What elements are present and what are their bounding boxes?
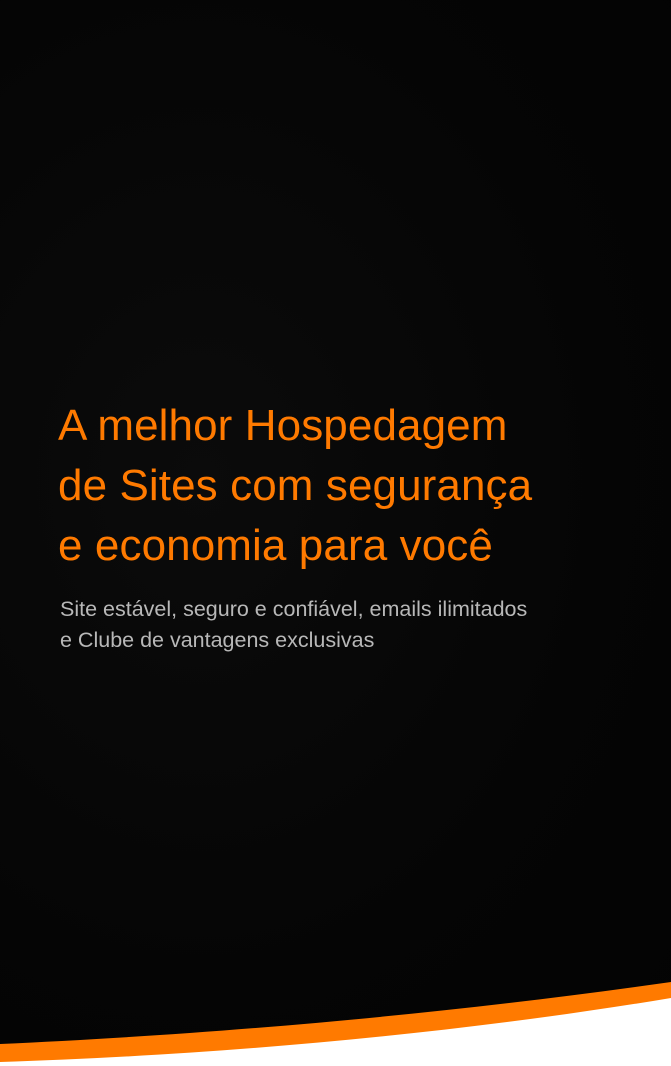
headline-line-2: de Sites com segurança — [58, 461, 533, 510]
headline-line-3: e economia para você — [58, 521, 493, 570]
bottom-wave-divider — [0, 966, 671, 1066]
hero-subtitle — [60, 594, 660, 656]
hero-headline — [58, 396, 658, 576]
subtitle-line-1: Site estável, seguro e confiável, emails ilimitados — [60, 597, 528, 621]
subtitle-line-2: e Clube de vantagens exclusivas — [60, 628, 375, 652]
headline-line-1: A melhor Hospedagem — [58, 401, 508, 450]
